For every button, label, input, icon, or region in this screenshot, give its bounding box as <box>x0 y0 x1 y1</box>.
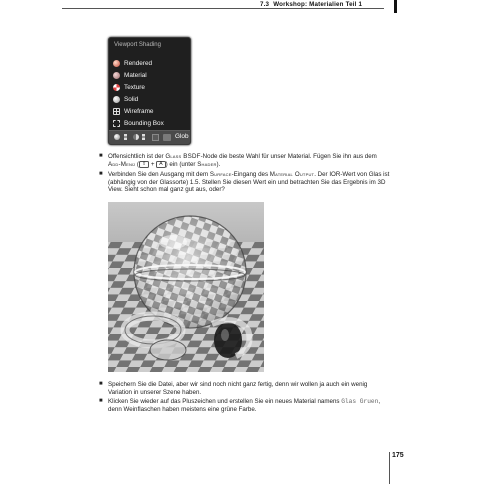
text-run: Speichern Sie die Datei, aber wir sind noch nicht ganz fertig, denn wir wollen ja auch ein wenig Variation in unserer Szene haben. <box>108 381 368 396</box>
menu-item-solid[interactable] <box>113 94 138 105</box>
render-illustration <box>108 202 264 372</box>
dropdown-arrows-icon <box>124 134 127 140</box>
material-name: Glas Gruen <box>341 398 379 405</box>
menu-item-label: Rendered <box>124 60 153 67</box>
menu-item-material[interactable] <box>113 70 147 81</box>
node-name: Glass BSDF <box>165 153 201 160</box>
text-run: . Der IOR-Wert von Glas ist (abhängig von der Glassorte) 1.5. Stellen Sie diesen Wert ein und betrachten Sie das Ergebnis im 3D View. Sieht schon mal ganz gut aus, oder? <box>108 171 390 194</box>
section-title: Workshop: Materialien Teil 1 <box>273 1 363 8</box>
menu-item-rendered[interactable] <box>113 58 152 69</box>
rendered-icon <box>113 60 120 67</box>
menu-item-label: Bounding Box <box>124 120 164 127</box>
bullet-new-material <box>99 398 390 413</box>
shading-mode-icon[interactable] <box>114 134 120 140</box>
bullet-marker: ■ <box>99 398 103 404</box>
viewport-shading-menu <box>108 37 191 145</box>
bullet-surface-input <box>99 171 390 194</box>
material-icon <box>113 72 120 79</box>
bullet-marker: ■ <box>99 381 103 387</box>
menu-name: Add-Menü <box>108 160 136 168</box>
text-run: -Node die beste Wahl für unser Material. Fügen Sie ihn aus dem <box>200 153 377 160</box>
shift-key: ⇧ <box>139 161 149 168</box>
page-number: 175 <box>392 452 404 459</box>
text-run: + <box>149 160 157 168</box>
menu-item-label: Texture <box>124 84 145 91</box>
menu-item-label: Wireframe <box>124 108 154 115</box>
glass-render-image <box>108 202 264 372</box>
wireframe-icon <box>113 108 120 115</box>
pivot-icon[interactable] <box>133 134 139 140</box>
section-number: 7.3 <box>260 1 270 8</box>
a-key: A <box>156 161 165 168</box>
page-number-rule <box>389 452 390 484</box>
text-run: , denn Weinflaschen haben meistens eine grüne Farbe. <box>108 398 381 413</box>
header-marker <box>394 0 397 13</box>
viewport-header-strip <box>109 130 190 144</box>
menu-item-label: Solid <box>124 96 139 103</box>
texture-icon <box>113 84 120 91</box>
menu-item-texture[interactable] <box>113 82 145 93</box>
menu-item-bounding-box[interactable] <box>113 118 164 129</box>
transform-orientation-label[interactable]: Glob <box>175 133 189 140</box>
bullet-marker: ■ <box>99 153 103 159</box>
bullet-marker: ■ <box>99 171 103 177</box>
menu-title: Viewport Shading <box>114 42 161 48</box>
socket-name: Surface <box>209 171 232 178</box>
bullet-glass-bsdf <box>99 153 390 168</box>
text-run: ( <box>135 160 139 168</box>
text-run: Klicken Sie wieder auf das Pluszeichen und erstellen Sie ein neues Material namens <box>108 398 342 405</box>
orientation-icon[interactable] <box>163 134 171 141</box>
node-name: Material Output <box>269 171 315 178</box>
bullet-save-file <box>99 381 390 396</box>
text-run: ) ein (unter <box>165 160 198 168</box>
text-run: -Eingang des <box>231 171 270 178</box>
category-name: Shader <box>197 160 217 168</box>
menu-item-label: Material <box>124 72 147 79</box>
running-header <box>260 1 362 8</box>
dropdown-arrows-icon <box>142 134 145 140</box>
header-rule <box>62 8 384 9</box>
bounding-box-icon <box>113 120 120 127</box>
manipulator-icon[interactable] <box>152 134 159 141</box>
text-run: ). <box>216 160 221 168</box>
text-run: Offensichtlich ist der <box>108 153 166 160</box>
text-run: Verbinden Sie den Ausgang mit dem <box>108 171 210 178</box>
solid-icon <box>113 96 120 103</box>
menu-item-wireframe[interactable] <box>113 106 153 117</box>
